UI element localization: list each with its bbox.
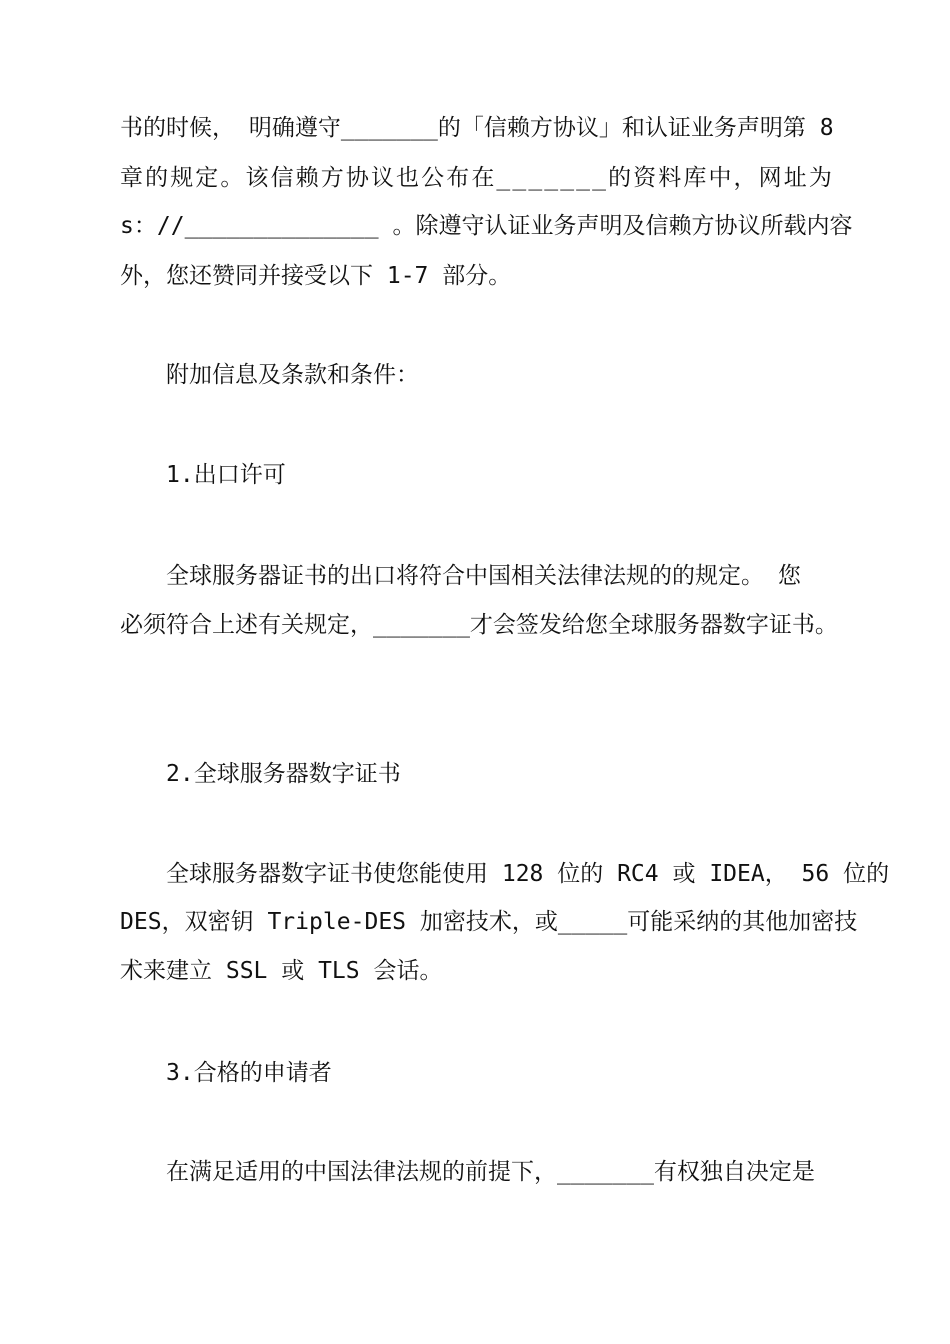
paragraph-line: 必须符合上述有关规定，_______才会签发给您全球服务器数字证书。 [120,612,838,638]
paragraph-line: D E S ， 双 密 钥 T r i p l e - D E S 加 密 技 术 ， 或 _ _ _ _ _ 可 能 采 纳 的 其 他 加 密 技 [120,909,858,935]
paragraph-line: 在满足适用的中国法律法规的前提下，_______有权独自决定是 [166,1159,815,1185]
paragraph-line: 章 的 规 定 。 该 信 赖 方 协 议 也 公 布 在 _ _ _ _ _ _ _ 的 资 料 库 中 ， 网 址 为 [120,165,832,191]
paragraph-line: 全球服务器证书的出口将符合中国相关法律法规的的规定。 您 [166,563,801,589]
section-heading: 1.出口许可 [166,462,286,488]
section-intro: 附加信息及条款和条件： [166,362,419,388]
section-heading: 3.合格的申请者 [166,1060,332,1086]
paragraph-line: 书 的 时 候 ， 明 确 遵 守 _ _ _ _ _ _ _ 的 「 信 赖 方 协 议 」 和 认 证 业 务 声 明 第 8 [120,115,834,141]
paragraph-line: 全球服务器数字证书使您能使用 128 位的 RC4 或 IDEA， 56 位的 [166,861,890,887]
section-heading: 2.全球服务器数字证书 [166,761,401,787]
paragraph-line: 外，您还赞同并接受以下 1-7 部分。 [120,263,512,289]
paragraph-line: 术来建立 SSL 或 TLS 会话。 [120,958,443,984]
paragraph-line: s ： / / _ _ _ _ _ _ _ _ _ _ _ _ _ _ 。 除 遵 守 认 证 业 务 声 明 及 信 赖 方 协 议 所 载 内 容 [120,213,853,239]
